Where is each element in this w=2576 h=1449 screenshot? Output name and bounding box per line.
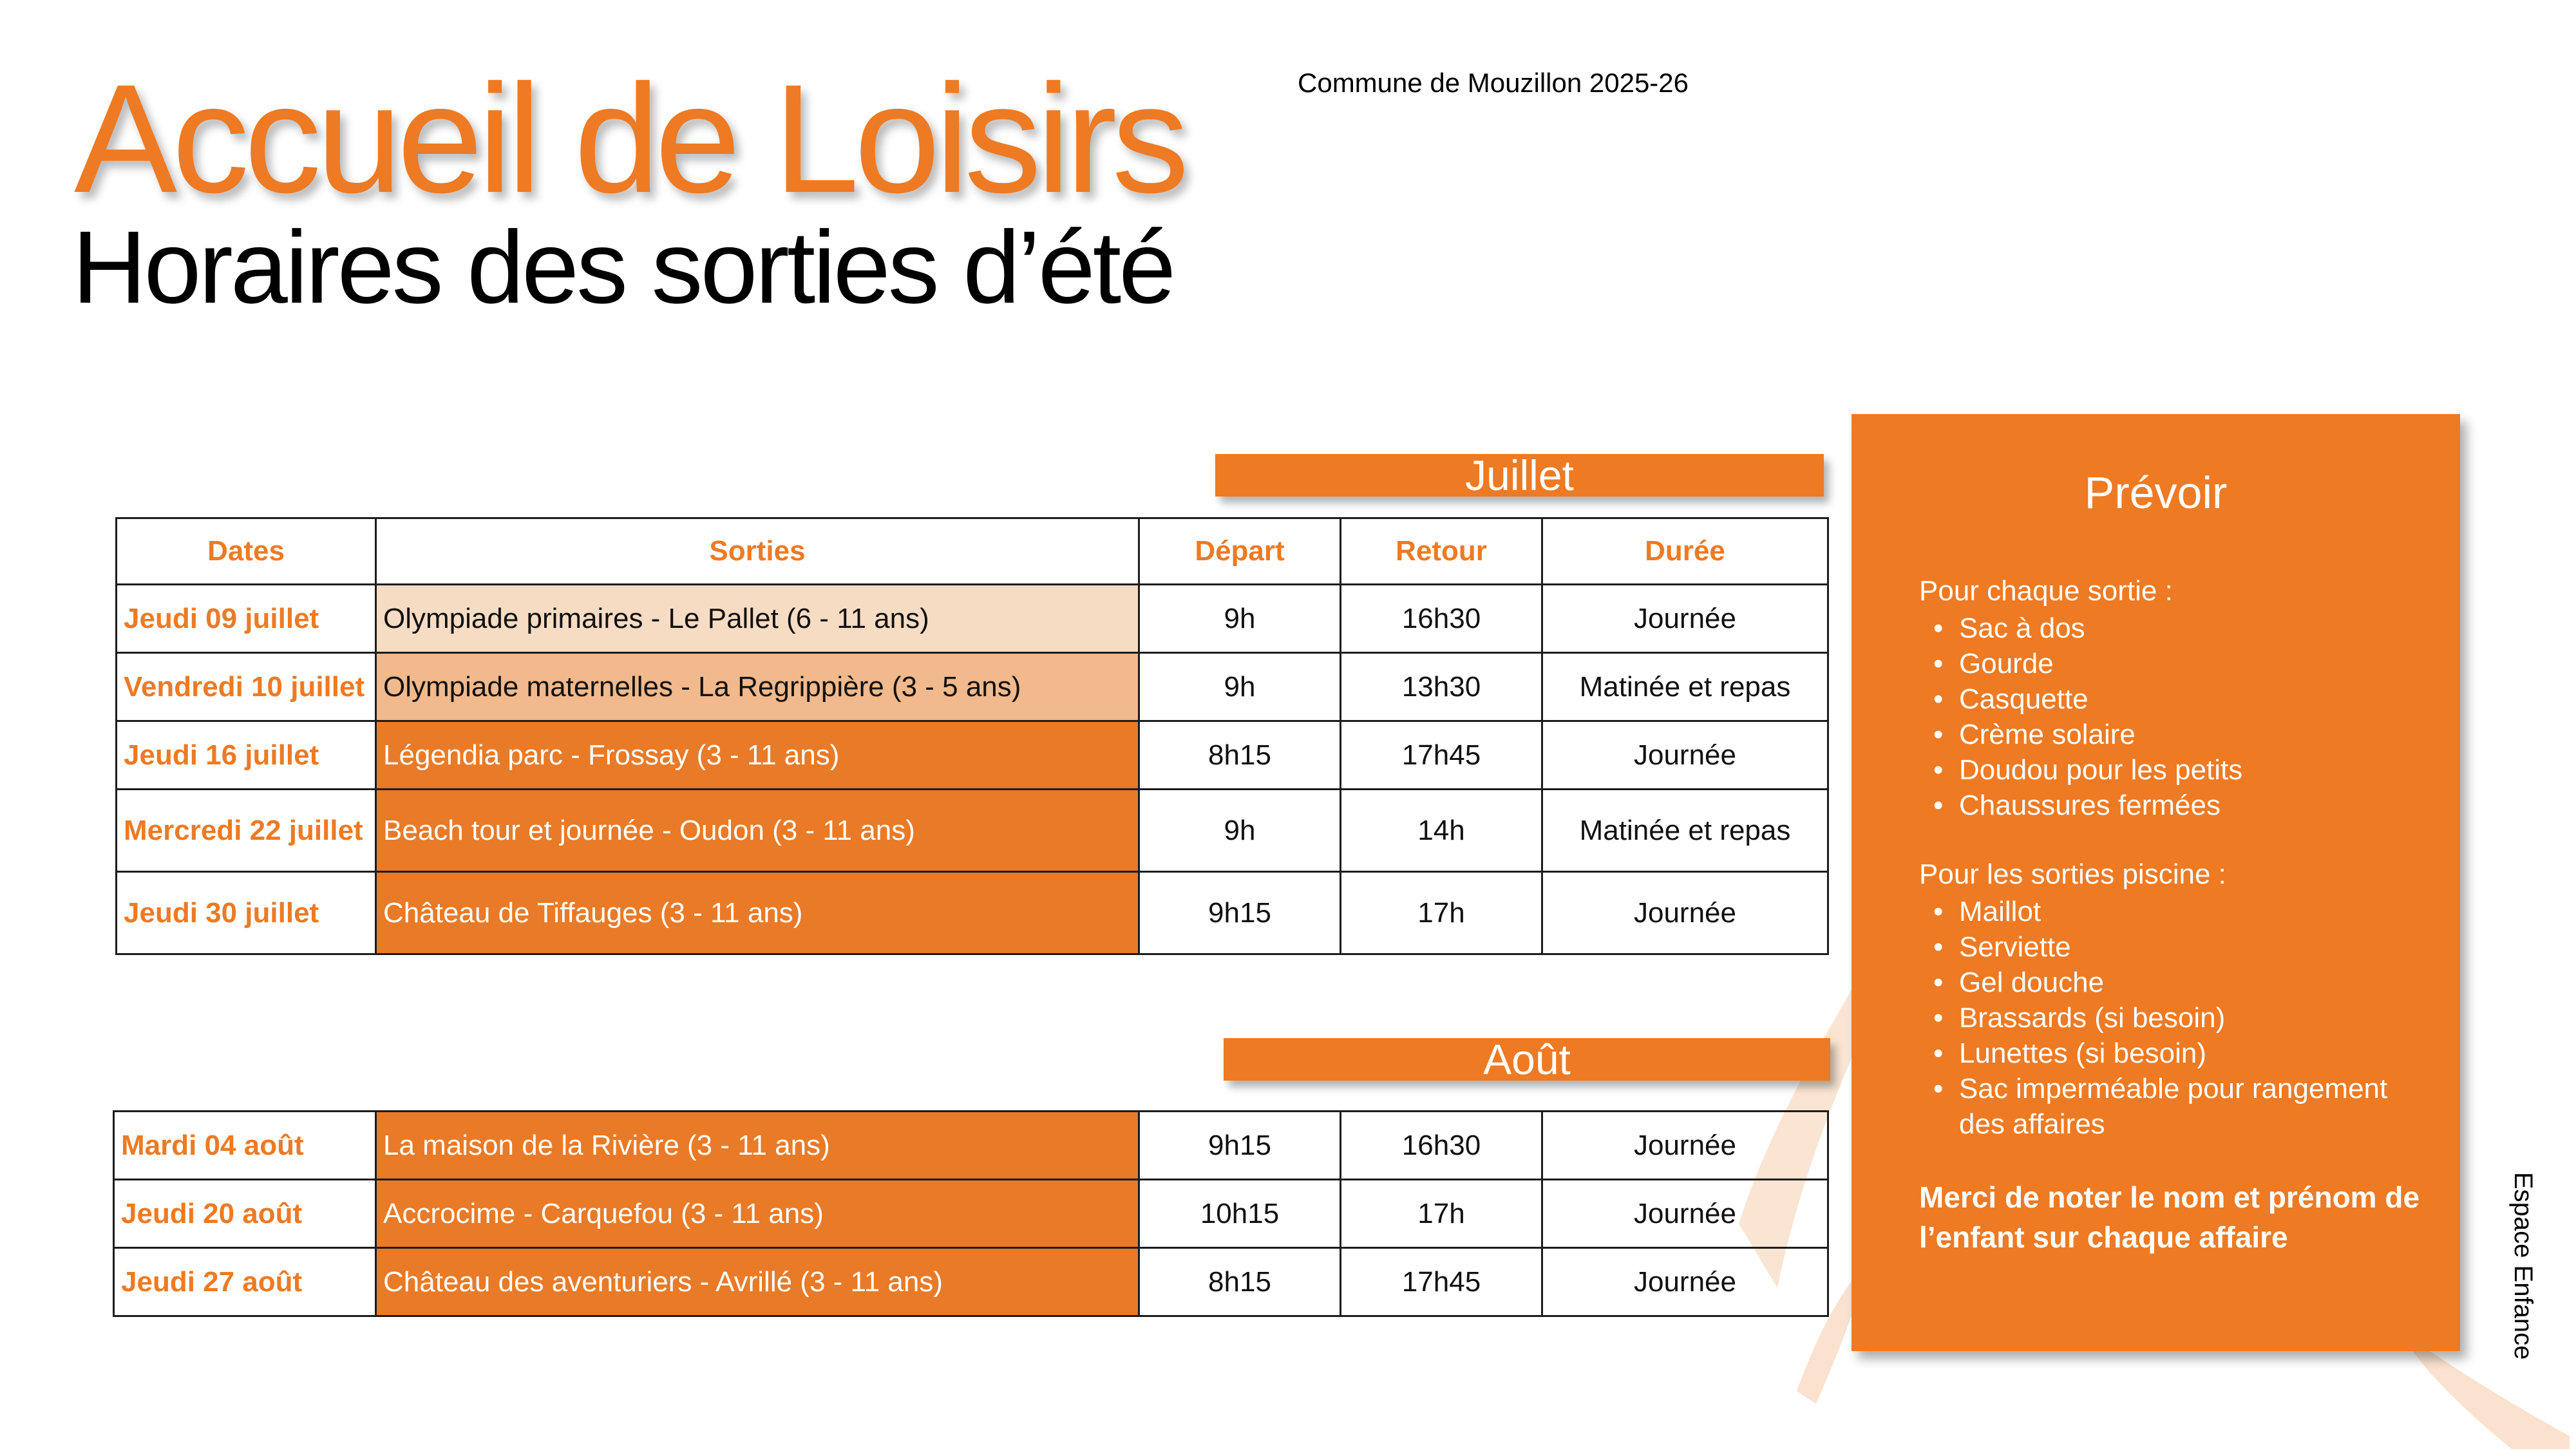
cell-sortie: La maison de la Rivière (3 - 11 ans) (376, 1112, 1139, 1180)
header-duree: Durée (1542, 518, 1828, 585)
list-item (1919, 894, 2421, 929)
list-item-label: Maillot (1959, 896, 2041, 927)
cell-retour: 17h45 (1341, 721, 1542, 790)
list-item-label: Chaussures fermées (1959, 790, 2221, 821)
cell-depart: 8h15 (1139, 721, 1341, 790)
list-item (1919, 929, 2421, 965)
cell-retour: 17h (1341, 872, 1542, 954)
cell-sortie: Légendia parc - Frossay (3 - 11 ans) (376, 721, 1139, 790)
cell-retour: 16h30 (1341, 1112, 1542, 1180)
cell-retour: 13h30 (1341, 653, 1542, 721)
bullet-icon: • (1933, 719, 1944, 750)
list-item-label: Serviette (1959, 931, 2071, 963)
schedule-table-aout (113, 1110, 1829, 1317)
cell-date: Jeudi 20 août (114, 1180, 376, 1248)
bullet-icon: • (1933, 612, 1944, 644)
list-item-label: Lunettes (si besoin) (1959, 1037, 2206, 1069)
cell-sortie: Château des aventuriers - Avrillé (3 - 11 ans) (376, 1248, 1139, 1316)
cell-duree: Journée (1542, 1112, 1828, 1180)
cell-date: Jeudi 09 juillet (117, 585, 376, 653)
table-row (117, 585, 1828, 653)
list-item-label: Casquette (1959, 683, 2088, 715)
cell-duree: Matinée et repas (1542, 653, 1828, 721)
cell-depart: 9h (1139, 585, 1341, 653)
list-item (1919, 646, 2242, 681)
list-item (1919, 788, 2242, 823)
cell-duree: Journée (1542, 872, 1828, 954)
piscine-list (1919, 894, 2421, 1142)
espace-enfance-label: Espace Enfance (2509, 1172, 2537, 1360)
cell-depart: 9h (1139, 653, 1341, 721)
cell-sortie: Château de Tiffauges (3 - 11 ans) (376, 872, 1139, 954)
cell-sortie: Beach tour et journée - Oudon (3 - 11 ans) (376, 790, 1139, 872)
table-row (114, 1248, 1828, 1316)
bullet-icon: • (1933, 648, 1944, 679)
cell-duree: Journée (1542, 1248, 1828, 1316)
table-row (114, 1112, 1828, 1180)
cell-depart: 9h15 (1139, 1112, 1341, 1180)
list-item (1919, 717, 2242, 752)
list-item-label: Sac imperméable pour rangement des affaires (1959, 1073, 2388, 1140)
cell-depart: 10h15 (1139, 1180, 1341, 1248)
cell-retour: 17h45 (1341, 1248, 1542, 1316)
table-row (117, 721, 1828, 790)
cell-sortie: Olympiade primaires - Le Pallet (6 - 11 ans) (376, 585, 1139, 653)
cell-duree: Journée (1542, 585, 1828, 653)
list-item-label: Doudou pour les petits (1959, 754, 2243, 786)
bullet-icon: • (1933, 1037, 1944, 1069)
list-item-label: Gourde (1959, 648, 2054, 679)
header-dates: Dates (117, 518, 376, 585)
chaque-sortie-list (1919, 611, 2242, 823)
table-row (117, 653, 1828, 721)
list-item-label: Gel douche (1959, 967, 2105, 998)
cell-sortie: Olympiade maternelles - La Regrippière (3 - 5 ans) (376, 653, 1139, 721)
cell-date: Jeudi 16 juillet (117, 721, 376, 790)
cell-retour: 14h (1341, 790, 1542, 872)
month-banner-juillet: Juillet (1215, 454, 1824, 497)
list-item-label: Crème solaire (1959, 719, 2136, 750)
bullet-icon: • (1933, 1002, 1944, 1034)
cell-duree: Journée (1542, 721, 1828, 790)
commune-label: Commune de Mouzillon 2025-26 (1298, 68, 1689, 98)
table-row (114, 1180, 1828, 1248)
bullet-icon: • (1933, 931, 1944, 963)
list-item (1919, 1036, 2421, 1071)
bullet-icon: • (1933, 683, 1944, 715)
cell-date: Vendredi 10 juillet (117, 653, 376, 721)
bullet-icon: • (1933, 790, 1944, 821)
cell-date: Jeudi 27 août (114, 1248, 376, 1316)
cell-depart: 9h15 (1139, 872, 1341, 954)
cell-duree: Journée (1542, 1180, 1828, 1248)
cell-duree: Matinée et repas (1542, 790, 1828, 872)
page-title: Accueil de Loisirs (74, 52, 1184, 225)
list-item-label: Sac à dos (1959, 612, 2085, 644)
prevoir-note: Merci de noter le nom et prénom de l’enfant sur chaque affaire (1919, 1180, 2420, 1254)
list-item (1919, 681, 2242, 717)
cell-depart: 9h (1139, 790, 1341, 872)
list-item (1919, 752, 2242, 788)
page-subtitle: Horaires des sorties d’été (72, 209, 1174, 325)
list-item (1919, 965, 2421, 1000)
cell-sortie: Accrocime - Carquefou (3 - 11 ans) (376, 1180, 1139, 1248)
list-item (1919, 611, 2242, 646)
table-row (117, 790, 1828, 872)
list-item (1919, 1071, 2421, 1142)
month-banner-aout: Août (1224, 1038, 1830, 1081)
cell-retour: 17h (1341, 1180, 1542, 1248)
cell-retour: 16h30 (1341, 585, 1542, 653)
bullet-icon: • (1933, 967, 1944, 998)
bullet-icon: • (1933, 896, 1944, 927)
prevoir-panel (1852, 414, 2460, 1351)
schedule-table-juillet (115, 517, 1829, 955)
list-item-label: Brassards (si besoin) (1959, 1002, 2226, 1034)
list-item (1919, 1000, 2421, 1036)
header-sorties: Sorties (376, 518, 1139, 585)
header-depart: Départ (1139, 518, 1341, 585)
cell-depart: 8h15 (1139, 1248, 1341, 1316)
cell-date: Mercredi 22 juillet (117, 790, 376, 872)
table-row (117, 872, 1828, 954)
bullet-icon: • (1933, 1073, 1944, 1104)
table-header-row (117, 518, 1828, 585)
header-retour: Retour (1341, 518, 1542, 585)
cell-date: Jeudi 30 juillet (117, 872, 376, 954)
piscine-label: Pour les sorties piscine : (1919, 858, 2226, 890)
bullet-icon: • (1933, 754, 1944, 786)
prevoir-title: Prévoir (2084, 468, 2228, 518)
chaque-sortie-label: Pour chaque sortie : (1919, 575, 2173, 607)
cell-date: Mardi 04 août (114, 1112, 376, 1180)
